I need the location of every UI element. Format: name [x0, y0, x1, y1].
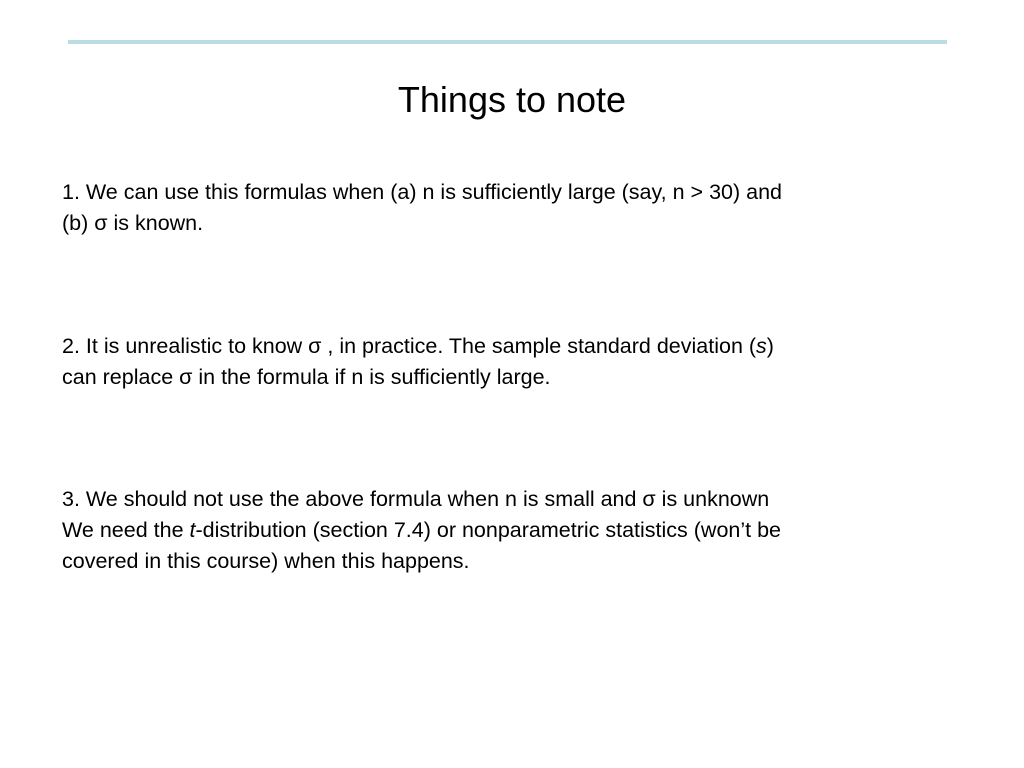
note-item-3 [62, 484, 962, 577]
note-1-line-2: (b) σ is known. [62, 211, 204, 235]
note-2-line-1 [62, 331, 962, 362]
note-2-line-1-close: ) [766, 334, 774, 358]
note-3-line-1: 3. We should not use the above formula when n is small and σ is unknown [62, 487, 770, 511]
note-3-line-2 [62, 515, 962, 546]
note-2-line-2: can replace σ in the formula if n is sufficiently large. [62, 365, 551, 389]
note-item-2 [62, 331, 962, 393]
note-3-line-2-rest: -distribution (section 7.4) or nonparametric statistics (won’t be [195, 518, 782, 542]
note-3-line-2-lead: We need the [62, 518, 190, 542]
note-1-line-1: 1. We can use this formulas when (a) n is sufficiently large (say, n > 30) and [62, 180, 782, 204]
note-item-1 [62, 177, 962, 239]
slide-title: Things to note [397, 79, 627, 120]
note-3-italic-t: t [189, 518, 196, 542]
title-divider [68, 40, 947, 44]
note-2-italic-s: s [756, 334, 767, 358]
note-2-line-1-text: 2. It is unrealistic to know σ , in practice. The sample standard deviation ( [62, 334, 757, 358]
note-3-line-3: covered in this course) when this happens. [62, 549, 470, 573]
